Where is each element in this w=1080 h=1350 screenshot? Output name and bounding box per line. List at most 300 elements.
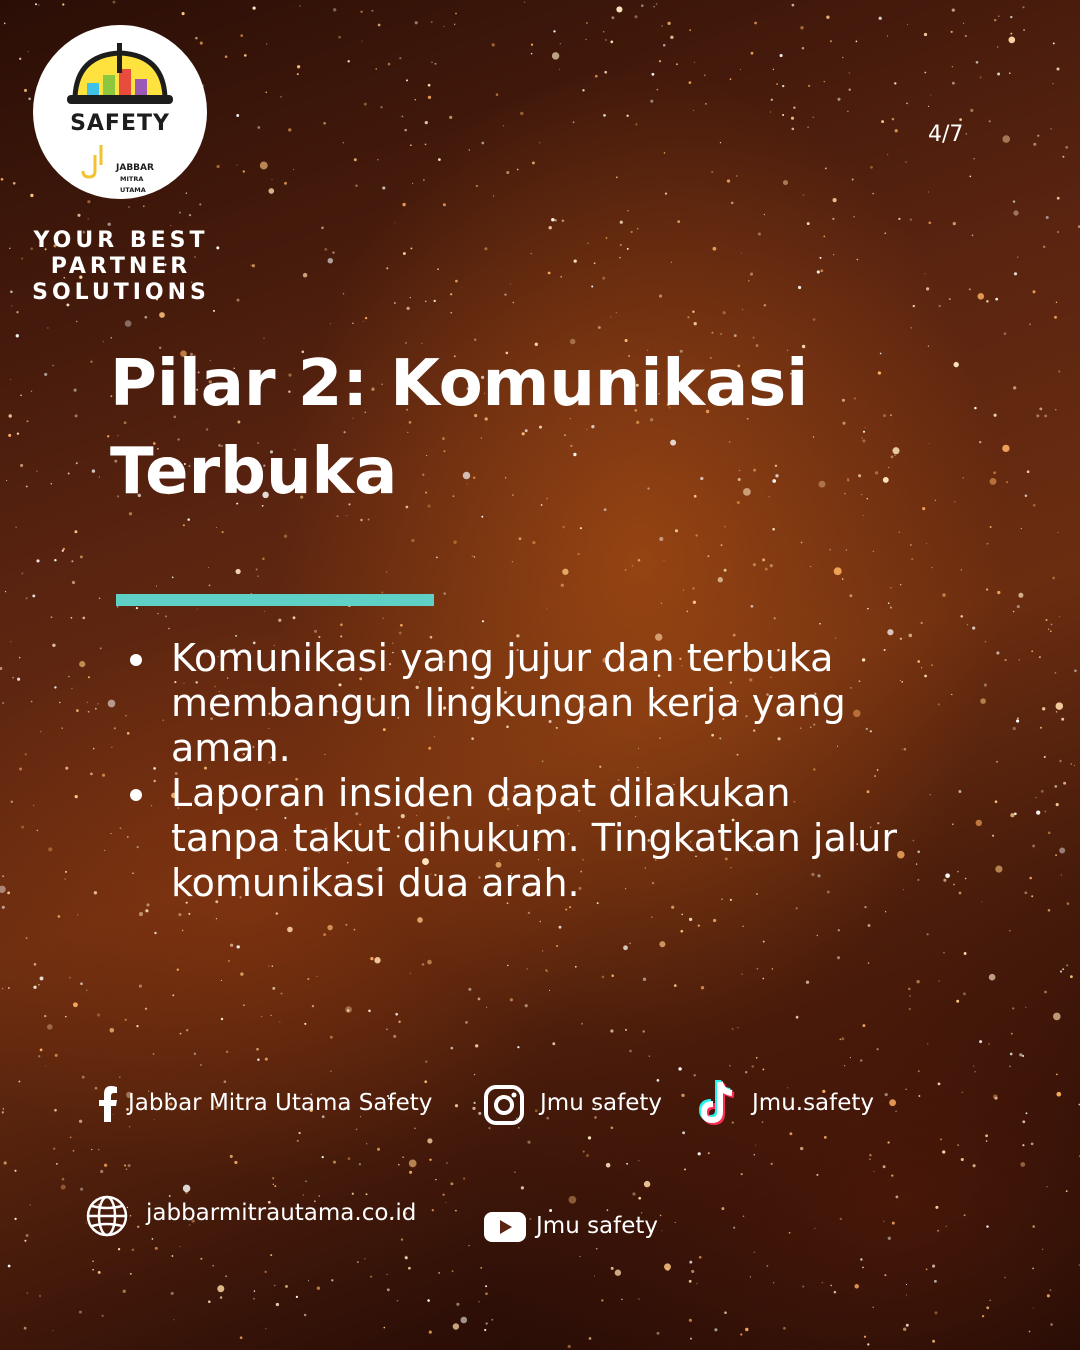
star xyxy=(626,115,628,117)
star xyxy=(814,1228,815,1229)
star xyxy=(216,527,217,528)
star xyxy=(928,106,929,107)
star xyxy=(1055,785,1058,788)
star xyxy=(1074,670,1077,673)
star xyxy=(360,11,362,13)
logo-wordmark: SAFETY xyxy=(70,111,170,136)
star xyxy=(387,1288,390,1291)
star xyxy=(1048,909,1051,912)
star xyxy=(995,298,998,301)
star xyxy=(965,35,967,37)
star xyxy=(1009,930,1010,931)
instagram-icon[interactable] xyxy=(483,1084,525,1126)
star xyxy=(762,558,765,561)
star xyxy=(380,106,382,108)
star xyxy=(813,117,814,118)
tiktok-icon[interactable] xyxy=(696,1080,738,1130)
star xyxy=(510,998,513,1001)
star xyxy=(209,585,211,587)
star xyxy=(345,924,347,926)
star xyxy=(1010,33,1012,35)
star xyxy=(556,945,558,947)
star xyxy=(884,232,886,234)
star xyxy=(629,943,631,945)
star xyxy=(130,1273,132,1275)
star xyxy=(120,827,122,829)
star xyxy=(62,3,64,5)
star xyxy=(625,569,627,571)
star xyxy=(354,929,356,931)
star xyxy=(1044,756,1046,758)
star xyxy=(796,1016,799,1019)
star xyxy=(92,1260,94,1262)
star xyxy=(943,952,944,953)
star xyxy=(1048,629,1049,630)
star xyxy=(711,332,713,334)
star xyxy=(822,1282,823,1283)
star xyxy=(1025,1007,1026,1008)
star xyxy=(237,299,240,302)
star xyxy=(97,703,99,705)
star xyxy=(354,158,357,161)
star xyxy=(481,516,483,518)
star xyxy=(906,1284,907,1285)
star xyxy=(399,57,401,59)
star xyxy=(1019,659,1020,660)
star xyxy=(521,1186,524,1189)
facebook-link[interactable]: Jabbar Mitra Utama Safety xyxy=(128,1090,433,1116)
star xyxy=(524,1,526,3)
star xyxy=(695,534,697,536)
star xyxy=(693,601,696,604)
star xyxy=(740,1333,742,1335)
star xyxy=(1050,1289,1052,1291)
star xyxy=(986,1140,988,1142)
star xyxy=(807,126,809,128)
star xyxy=(225,1276,226,1277)
star xyxy=(906,1294,907,1295)
star xyxy=(979,1040,982,1043)
star xyxy=(244,54,247,57)
star xyxy=(763,941,765,943)
star xyxy=(208,567,209,568)
star xyxy=(128,1164,131,1167)
star xyxy=(144,316,147,319)
star xyxy=(125,715,127,717)
star xyxy=(474,556,476,558)
star xyxy=(591,286,593,288)
star xyxy=(520,112,523,115)
star xyxy=(73,1002,78,1007)
star xyxy=(357,1261,359,1263)
star xyxy=(436,557,438,559)
star xyxy=(705,103,707,105)
star xyxy=(643,1030,645,1032)
star xyxy=(307,978,309,980)
star xyxy=(1056,1092,1061,1097)
star xyxy=(634,15,637,18)
star xyxy=(824,81,825,82)
star xyxy=(87,702,88,703)
star xyxy=(401,115,403,117)
star xyxy=(352,323,353,324)
star xyxy=(736,175,738,177)
star xyxy=(800,1147,803,1150)
star xyxy=(434,300,436,302)
star xyxy=(450,1047,453,1050)
star xyxy=(611,1267,614,1270)
star xyxy=(454,24,455,25)
star xyxy=(895,129,898,132)
star xyxy=(653,6,654,7)
star xyxy=(1074,765,1075,766)
facebook-icon[interactable] xyxy=(98,1086,118,1122)
star xyxy=(731,202,734,205)
star xyxy=(406,79,408,81)
star xyxy=(990,478,997,485)
star xyxy=(611,16,614,19)
star xyxy=(970,109,973,112)
star xyxy=(674,984,677,987)
star xyxy=(1031,1142,1034,1145)
star xyxy=(472,555,474,557)
star xyxy=(100,647,102,649)
star xyxy=(273,1184,274,1185)
star xyxy=(484,247,487,250)
star xyxy=(394,302,396,304)
star xyxy=(1057,197,1060,200)
star xyxy=(734,334,737,337)
star xyxy=(75,414,78,417)
star xyxy=(65,767,68,770)
star xyxy=(539,142,540,143)
star xyxy=(823,236,825,238)
star xyxy=(856,41,858,43)
star xyxy=(681,914,683,916)
star xyxy=(1010,813,1014,817)
star xyxy=(834,1291,837,1294)
star xyxy=(352,1193,354,1195)
star xyxy=(727,179,730,182)
star xyxy=(139,984,142,987)
star xyxy=(1052,577,1055,580)
star xyxy=(589,1337,592,1340)
tagline: YOUR BEST PARTNER SOLUTIONS xyxy=(32,228,210,305)
star xyxy=(960,615,962,617)
star xyxy=(103,341,104,342)
star xyxy=(1056,702,1064,710)
star xyxy=(972,235,974,237)
star xyxy=(32,594,35,597)
star xyxy=(604,71,607,74)
star xyxy=(574,259,577,262)
star xyxy=(478,997,481,1000)
tiktok-link[interactable]: Jmu.safety xyxy=(752,1090,875,1116)
star xyxy=(1024,891,1027,894)
star xyxy=(234,1161,237,1164)
star xyxy=(1050,128,1052,130)
star xyxy=(399,632,402,635)
star xyxy=(1058,532,1059,533)
star xyxy=(813,318,816,321)
star xyxy=(1060,970,1062,972)
star xyxy=(546,1117,549,1120)
star xyxy=(687,316,689,318)
star xyxy=(265,92,267,94)
star xyxy=(801,542,803,544)
star xyxy=(847,111,848,112)
star xyxy=(427,1299,430,1302)
star xyxy=(88,711,90,713)
star xyxy=(38,1055,40,1057)
star xyxy=(872,193,873,194)
star xyxy=(949,298,951,300)
star xyxy=(531,53,533,55)
star xyxy=(773,69,774,70)
star xyxy=(411,539,414,542)
star xyxy=(4,23,6,25)
star xyxy=(36,559,39,562)
star xyxy=(94,891,97,894)
star xyxy=(758,232,761,235)
star xyxy=(532,161,535,164)
star xyxy=(1053,1013,1061,1021)
star xyxy=(343,142,344,143)
star xyxy=(578,553,580,555)
star xyxy=(586,22,588,24)
star xyxy=(586,1154,589,1157)
star xyxy=(910,219,912,221)
globe-icon[interactable] xyxy=(85,1194,129,1238)
star xyxy=(25,753,27,755)
star xyxy=(272,965,274,967)
star xyxy=(713,247,717,251)
star xyxy=(783,180,788,185)
star xyxy=(40,1048,43,1051)
star xyxy=(364,1258,365,1259)
star xyxy=(1025,495,1028,498)
star xyxy=(1050,630,1052,632)
star xyxy=(323,122,326,125)
star xyxy=(262,557,265,560)
star xyxy=(460,1317,467,1324)
star xyxy=(296,1296,298,1298)
star xyxy=(0,886,6,893)
star xyxy=(764,304,767,307)
star xyxy=(1036,810,1040,814)
star xyxy=(892,1222,895,1225)
star xyxy=(1018,593,1023,598)
star xyxy=(71,560,73,562)
star xyxy=(1013,210,1018,215)
star xyxy=(395,1013,398,1016)
star xyxy=(305,1181,307,1183)
star xyxy=(165,615,167,617)
star xyxy=(1022,6,1024,8)
star xyxy=(387,1274,388,1275)
star xyxy=(694,62,695,63)
star xyxy=(119,1076,121,1078)
star xyxy=(1043,246,1045,248)
star xyxy=(374,957,380,963)
star xyxy=(230,944,233,947)
star xyxy=(517,1046,519,1048)
star xyxy=(603,114,606,117)
star xyxy=(250,265,251,266)
star xyxy=(298,1132,300,1134)
star xyxy=(782,114,784,116)
star xyxy=(979,76,981,78)
star xyxy=(431,62,432,63)
star xyxy=(216,246,219,249)
instagram-link[interactable]: Jmu safety xyxy=(540,1090,663,1116)
star xyxy=(55,1054,58,1057)
star xyxy=(297,65,300,68)
star xyxy=(9,414,12,417)
star xyxy=(5,591,6,592)
star xyxy=(48,847,52,851)
star xyxy=(408,1267,411,1270)
star xyxy=(952,8,955,11)
star xyxy=(200,1258,202,1260)
star xyxy=(938,1083,941,1086)
star xyxy=(378,24,381,27)
star xyxy=(314,630,317,633)
star xyxy=(911,558,913,560)
star xyxy=(27,1292,29,1294)
star xyxy=(183,1185,191,1193)
star xyxy=(962,1092,964,1094)
star xyxy=(649,1055,650,1056)
company-logo xyxy=(33,25,207,199)
star xyxy=(28,98,31,101)
star xyxy=(1044,810,1046,812)
star xyxy=(932,1340,935,1343)
star xyxy=(782,85,784,87)
star xyxy=(723,311,726,314)
star xyxy=(565,909,567,911)
star xyxy=(1010,1053,1013,1056)
star xyxy=(773,1282,774,1283)
star xyxy=(803,194,805,196)
star xyxy=(750,273,753,276)
star xyxy=(852,179,854,181)
star xyxy=(33,986,36,989)
star xyxy=(583,1151,585,1153)
star xyxy=(549,226,552,229)
star xyxy=(183,524,185,526)
star xyxy=(348,1157,351,1160)
star xyxy=(792,128,795,131)
star xyxy=(82,1076,85,1079)
star xyxy=(701,986,704,989)
star xyxy=(429,1331,432,1334)
star xyxy=(995,1097,998,1100)
star xyxy=(362,41,363,42)
star xyxy=(891,1174,893,1176)
star xyxy=(765,568,768,571)
star xyxy=(1040,727,1042,729)
star xyxy=(235,569,240,574)
star xyxy=(998,16,999,17)
star xyxy=(638,1160,639,1161)
website-link[interactable]: jabbarmitrautama.co.id xyxy=(146,1200,417,1226)
star xyxy=(552,52,559,59)
star xyxy=(748,280,750,282)
star xyxy=(265,1058,268,1061)
star xyxy=(152,1238,154,1240)
star xyxy=(632,565,634,567)
star xyxy=(76,709,79,712)
star xyxy=(846,549,847,550)
star xyxy=(837,956,840,959)
bullet-list xyxy=(130,636,1010,906)
star xyxy=(9,248,10,249)
youtube-link[interactable]: Jmu safety xyxy=(536,1213,659,1239)
star xyxy=(256,568,258,570)
star xyxy=(928,221,931,224)
star xyxy=(623,945,628,950)
star xyxy=(69,977,71,979)
star xyxy=(961,569,962,570)
star xyxy=(525,1004,528,1007)
star xyxy=(1027,470,1030,473)
star xyxy=(347,60,349,62)
star xyxy=(973,1164,976,1167)
star xyxy=(1013,727,1016,730)
star xyxy=(850,1057,851,1058)
star xyxy=(830,1285,832,1287)
star xyxy=(926,543,927,544)
star xyxy=(1065,146,1068,149)
star xyxy=(474,1074,475,1075)
star xyxy=(842,578,844,580)
star xyxy=(8,434,11,437)
star xyxy=(129,1126,130,1127)
star xyxy=(213,310,215,312)
star xyxy=(237,945,240,948)
star xyxy=(68,472,70,474)
star xyxy=(506,171,509,174)
star xyxy=(730,78,732,80)
star xyxy=(531,44,533,46)
star xyxy=(707,555,709,557)
star xyxy=(228,960,230,962)
star xyxy=(890,587,892,589)
star xyxy=(405,1256,408,1259)
star xyxy=(54,559,56,561)
star xyxy=(256,1048,259,1051)
star xyxy=(973,158,974,159)
star xyxy=(338,36,341,39)
star xyxy=(65,871,67,873)
star xyxy=(844,1065,845,1066)
star xyxy=(924,273,925,274)
star xyxy=(729,1065,730,1066)
star xyxy=(994,414,997,417)
star xyxy=(382,617,384,619)
star xyxy=(619,257,621,259)
star xyxy=(299,5,300,6)
star xyxy=(261,1016,262,1017)
star xyxy=(890,607,892,609)
youtube-icon[interactable] xyxy=(484,1212,526,1242)
star xyxy=(62,1178,65,1181)
star xyxy=(684,1168,686,1170)
star xyxy=(885,911,886,912)
star xyxy=(997,72,1000,75)
star xyxy=(271,1015,272,1016)
